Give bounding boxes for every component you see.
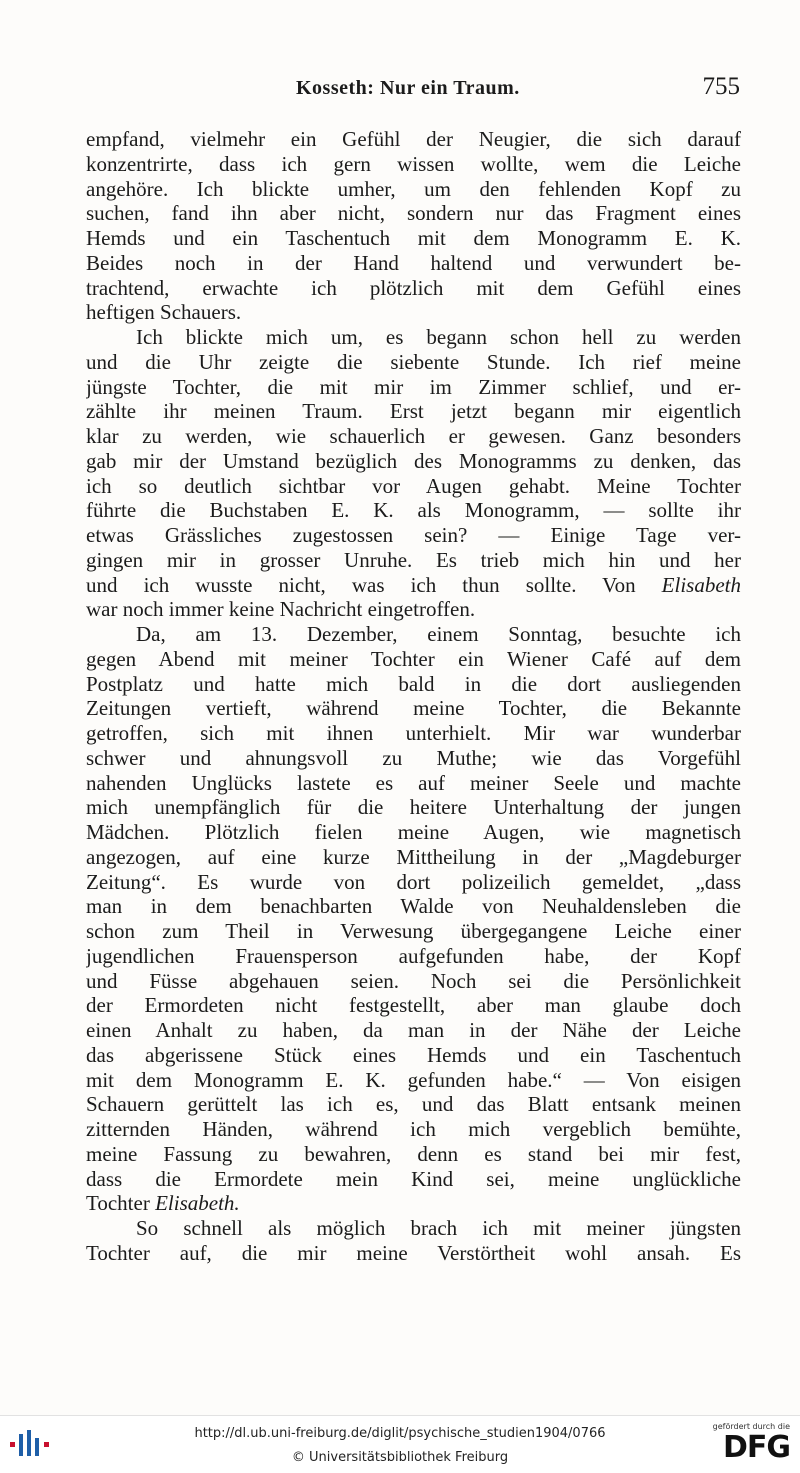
text-line: etwas Grässliches zugestossen sein? — Einige Tage ver- xyxy=(86,523,741,547)
text-line: Hemds und ein Taschentuch mit dem Monogramm E. K. xyxy=(86,226,741,250)
text-line: trachtend, erwachte ich plötzlich mit dem Gefühl eines xyxy=(86,275,741,300)
text-line: klar zu werden, wie schauerlich er gewesen. Ganz besonders xyxy=(86,424,741,448)
text-line: ich so deutlich sichtbar vor Augen gehabt. Meine Tochter xyxy=(86,473,741,498)
copyright-notice: © Universitätsbibliothek Freiburg xyxy=(291,1450,509,1465)
text-line: führte die Buchstaben E. K. als Monogramm, — sollte ihr xyxy=(86,498,741,523)
text-line: empfand, vielmehr ein Gefühl der Neugier, die sich darauf xyxy=(86,127,741,151)
text-line xyxy=(86,573,741,598)
text-line: jugendlichen Frauensperson aufgefunden habe, der Kopf xyxy=(86,943,741,968)
body-text xyxy=(86,127,741,1266)
text-line: gegen Abend mit meiner Tochter ein Wiener Café auf dem xyxy=(86,646,741,671)
paragraph-start-line: Da, am 13. Dezember, einem Sonntag, besuchte ich xyxy=(136,622,741,646)
text-line: Zeitung“. Es wurde von dort polizeilich gemeldet, „dass xyxy=(86,869,741,894)
text-line: gingen mir in grosser Unruhe. Es trieb mich hin und her xyxy=(86,547,741,572)
text-line: getroffen, sich mit ihnen unterhielt. Mir war wunderbar xyxy=(86,721,741,745)
text-line: man in dem benachbarten Walde von Neuhaldensleben die xyxy=(86,894,741,919)
text-line: zitternden Händen, während ich mich vergeblich bemühte, xyxy=(86,1117,741,1141)
paragraph-start-line: So schnell als möglich brach ich mit meiner jüngsten xyxy=(136,1216,741,1240)
italic-name: Elisabeth. xyxy=(155,1191,240,1216)
text-line: dass die Ermordete mein Kind sei, meine unglückliche xyxy=(86,1166,741,1191)
text-line: Tochter auf, die mir meine Verstörtheit wohl ansah. Es xyxy=(86,1240,741,1265)
page-number: 755 xyxy=(702,73,740,100)
dfg-logo-text: DFG xyxy=(722,1430,790,1465)
text-line: Postplatz und hatte mich bald in die dort ausliegenden xyxy=(86,671,741,696)
text-line: mich unempfänglich für die heitere Unterhaltung der jungen xyxy=(86,795,741,820)
funder-caption: gefördert durch die xyxy=(712,1422,790,1431)
text-line: nahenden Unglücks lastete es auf meiner Seele und machte xyxy=(86,770,741,795)
text-line: war noch immer keine Nachricht eingetroffen. xyxy=(86,597,476,622)
text-line: mit dem Monogramm E. K. gefunden habe.“ — Von eisigen xyxy=(86,1067,741,1092)
text-line: und die Uhr zeigte die siebente Stunde. Ich rief meine xyxy=(86,349,741,374)
text-run: und ich wusste nicht, was ich thun sollte. Von xyxy=(86,572,636,597)
text-line: Zeitungen vertieft, während meine Tochter, die Bekannte xyxy=(86,696,741,721)
text-line: gab mir der Umstand bezüglich des Monogramms zu denken, das xyxy=(86,448,741,473)
paragraph-start-line: Ich blickte mich um, es begann schon hell zu werden xyxy=(136,325,741,349)
text-line: Schauern gerüttelt las ich es, und das Blatt entsank meinen xyxy=(86,1092,741,1117)
viewer-footer xyxy=(0,1415,800,1473)
text-line: suchen, fand ihn aber nicht, sondern nur das Fragment eines xyxy=(86,201,741,226)
text-line: jüngste Tochter, die mit mir im Zimmer schlief, und er- xyxy=(86,374,741,399)
text-line: schwer und ahnungsvoll zu Muthe; wie das Vorgefühl xyxy=(86,745,741,770)
running-head xyxy=(0,73,800,106)
text-line: Mädchen. Plötzlich fielen meine Augen, wie magnetisch xyxy=(86,820,741,844)
text-line: das abgerissene Stück eines Hemds und ein Taschentuch xyxy=(86,1042,741,1067)
text-line: konzentrirte, dass ich gern wissen wollte, wem die Leiche xyxy=(86,151,741,176)
text-line: Beides noch in der Hand haltend und verwundert be- xyxy=(86,250,741,275)
dfg-logo[interactable] xyxy=(708,1422,790,1470)
text-line: zählte ihr meinen Traum. Erst jetzt begann mir eigentlich xyxy=(86,399,741,424)
permalink-url[interactable]: http://dl.ub.uni-freiburg.de/diglit/psychische_studien1904/0766 xyxy=(194,1426,606,1441)
text-line: der Ermordeten nicht festgestellt, aber man glaube doch xyxy=(86,993,741,1018)
text-line: angehöre. Ich blickte umher, um den fehlenden Kopf zu xyxy=(86,176,741,201)
text-line: meine Fassung zu bewahren, denn es stand bei mir fest, xyxy=(86,1141,741,1166)
text-line: schon zum Theil in Verwesung übergegangene Leiche einer xyxy=(86,919,741,943)
text-line: und Füsse abgehauen seien. Noch sei die Persönlichkeit xyxy=(86,968,741,993)
text-run: Tochter xyxy=(86,1191,150,1216)
running-title: Kosseth: Nur ein Traum. xyxy=(296,77,520,99)
text-line: heftigen Schauers. xyxy=(86,300,242,325)
text-line xyxy=(86,1191,741,1216)
italic-name: Elisabeth xyxy=(661,572,741,597)
text-line: angezogen, auf eine kurze Mittheilung in der „Magdeburger xyxy=(86,844,741,869)
text-line: einen Anhalt zu haben, da man in der Nähe der Leiche xyxy=(86,1018,741,1042)
